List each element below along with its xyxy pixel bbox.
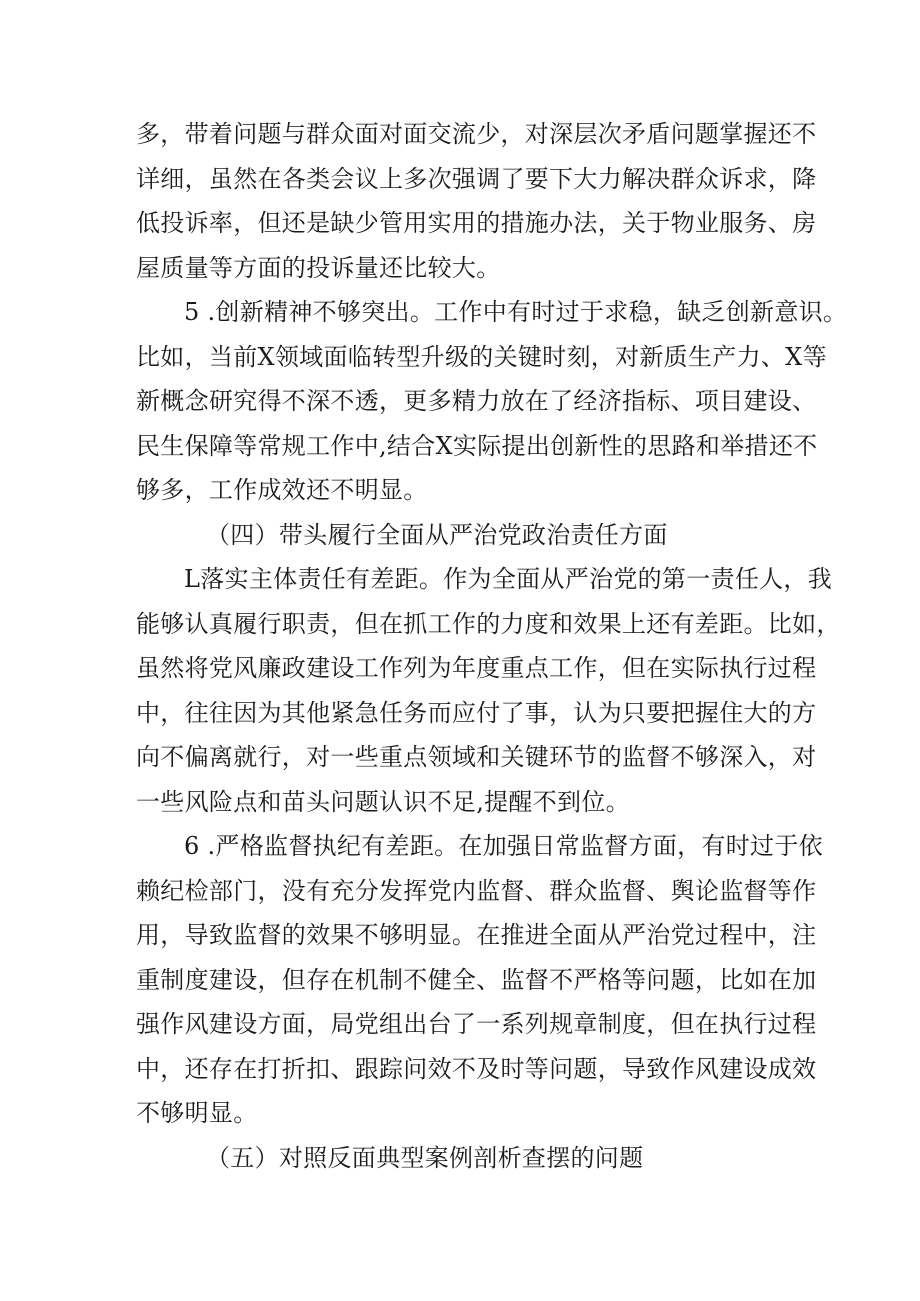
text-line: 低投诉率，但还是缺少管用实用的措施办法，关于物业服务、房 xyxy=(136,209,817,237)
text-line: 能够认真履行职责，但在抓工作的力度和效果上还有差距。比如， xyxy=(136,609,841,638)
section-heading-4: （四）带头履行全面从严治党政治责任方面 xyxy=(206,520,668,549)
paragraph-start-l: L落实主体责任有差距。作为全面从严治党的第一责任人，我 xyxy=(184,565,833,593)
text-line: 一些风险点和苗头问题认识不足,提醒不到位。 xyxy=(136,787,630,816)
text-line: 比如，当前X领域面临转型升级的关键时刻，对新质生产力、X等 xyxy=(136,342,827,371)
text-line: 中，往往因为其他紧急任务而应付了事，认为只要把握住大的方 xyxy=(136,698,817,727)
text-line: 屋质量等方面的投诉量还比较大。 xyxy=(136,253,501,282)
text-line: 向不偏离就行，对一些重点领域和关键环节的监督不够深入，对 xyxy=(136,743,817,771)
text-line: 重制度建设，但存在机制不健全、监督不严格等问题，比如在加 xyxy=(136,965,817,994)
text-line: 用，导致监督的效果不够明显。在推进全面从严治党过程中，注 xyxy=(136,921,817,949)
text-line: 够多，工作成效还不明显。 xyxy=(136,476,428,504)
paragraph-start-5: 5 .创新精神不够突出。工作中有时过于求稳，缺乏创新意识。 xyxy=(184,298,848,326)
section-heading-5: （五）对照反面典型案例剖析查摆的问题 xyxy=(206,1143,644,1172)
text-line: 强作风建设方面，局党组出台了一系列规章制度，但在执行过程 xyxy=(136,1010,817,1038)
document-body xyxy=(136,112,848,1180)
text-line: 虽然将党风廉政建设工作列为年度重点工作，但在实际执行过程 xyxy=(136,654,817,682)
text-line: 中，还存在打折扣、跟踪问效不及时等问题，导致作风建设成效 xyxy=(136,1054,817,1083)
text-line: 不够明显。 xyxy=(136,1099,258,1127)
text-line: 新概念研究得不深不透，更多精力放在了经济指标、项目建设、 xyxy=(136,387,817,415)
text-line: 多，带着问题与群众面对面交流少，对深层次矛盾问题掌握还不 xyxy=(136,120,817,148)
paragraph-start-6: 6 .严格监督执纪有差距。在加强日常监督方面，有时过于依 xyxy=(184,832,823,860)
text-line: 民生保障等常规工作中,结合X实际提出创新性的思路和举措还不 xyxy=(136,431,818,460)
text-line: 赖纪检部门，没有充分发挥党内监督、群众监督、舆论监督等作 xyxy=(136,876,817,905)
text-line: 详细，虽然在各类会议上多次强调了要下大力解决群众诉求，降 xyxy=(136,164,817,193)
